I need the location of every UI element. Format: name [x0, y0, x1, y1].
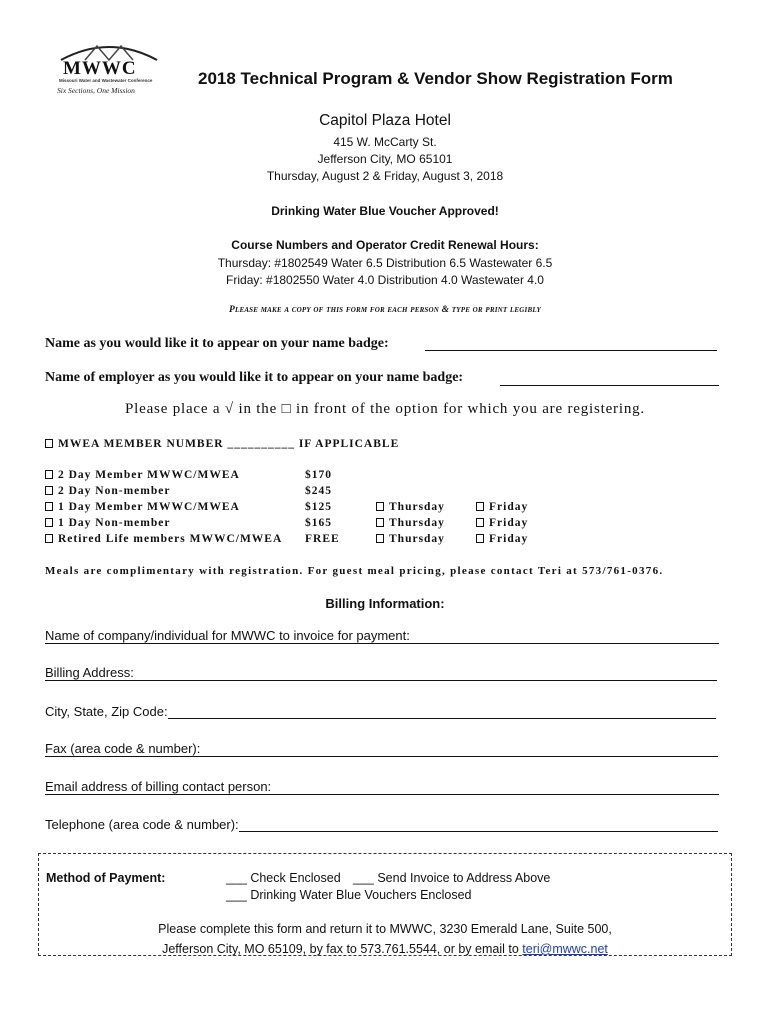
option-checkbox[interactable]: [45, 486, 53, 495]
billing-company-label: Name of company/individual for MWWC to invoice for payment:: [45, 628, 410, 643]
employer-name-field[interactable]: [500, 385, 719, 386]
member-number-label: MWEA MEMBER NUMBER __________ IF APPLICABLE: [58, 438, 400, 450]
event-dates: Thursday, August 2 & Friday, August 3, 2018: [266, 169, 504, 183]
logo-tagline: Six Sections, One Mission: [57, 86, 135, 95]
thursday-checkbox[interactable]: [376, 518, 384, 527]
course-thursday: Thursday: #1802549 Water 6.5 Distribution 6.5 Wastewater 6.5: [217, 256, 553, 270]
option-label: 2 Day Non-member: [58, 485, 171, 497]
friday-checkbox[interactable]: [476, 518, 484, 527]
send-invoice-option[interactable]: ___ Send Invoice to Address Above: [353, 871, 551, 885]
day-option-friday: [476, 501, 528, 513]
venue-address: 415 W. McCarty St.: [333, 135, 437, 149]
billing-field-line[interactable]: [45, 756, 718, 757]
day-label: Thursday: [389, 517, 445, 529]
day-option-thursday: [376, 517, 445, 529]
day-option-thursday: [376, 533, 445, 545]
option-row: [45, 533, 282, 545]
option-label: 1 Day Non-member: [58, 517, 171, 529]
course-heading: Course Numbers and Operator Credit Renewal Hours:: [231, 238, 539, 252]
badge-name-label: Name as you would like it to appear on your name badge:: [45, 336, 389, 351]
return-instructions: Please complete this form and return it to MWWC, 3230 Emerald Lane, Suite 500,: [158, 922, 612, 936]
friday-checkbox[interactable]: [476, 502, 484, 511]
page-title: 2018 Technical Program & Vendor Show Registration Form: [198, 69, 673, 88]
logo-name: MWWC: [63, 58, 137, 79]
billing-fax-label: Fax (area code & number):: [45, 741, 201, 756]
option-row: [45, 517, 170, 529]
option-label: Retired Life members MWWC/MWEA: [58, 533, 283, 545]
friday-checkbox[interactable]: [476, 534, 484, 543]
day-option-friday: [476, 517, 528, 529]
option-label: 1 Day Member MWWC/MWEA: [58, 501, 240, 513]
billing-email-label: Email address of billing contact person:: [45, 779, 272, 794]
copy-note: Please make a copy of this form for each person & type or print legibly: [228, 305, 542, 315]
option-price: $165: [305, 517, 332, 529]
option-checkbox[interactable]: [45, 534, 53, 543]
billing-heading: Billing Information:: [325, 596, 445, 611]
day-label: Friday: [489, 501, 529, 513]
option-label: 2 Day Member MWWC/MWEA: [58, 469, 240, 481]
option-price: $125: [305, 501, 332, 513]
member-number-checkbox[interactable]: [45, 439, 53, 448]
option-row: [45, 485, 170, 497]
thursday-checkbox[interactable]: [376, 502, 384, 511]
billing-field-line[interactable]: [45, 794, 719, 795]
return-contact-text: Jefferson City, MO 65109, by fax to 573.761.5544, or by email to: [162, 942, 519, 956]
option-checkbox[interactable]: [45, 518, 53, 527]
payment-section: [38, 853, 732, 956]
option-price: $170: [305, 469, 332, 481]
billing-field-line[interactable]: [45, 643, 719, 644]
option-price: FREE: [305, 533, 340, 545]
venue-city: Jefferson City, MO 65101: [317, 152, 453, 166]
day-label: Thursday: [389, 501, 445, 513]
badge-name-field[interactable]: [425, 350, 717, 351]
member-number-row: [45, 438, 399, 450]
payment-method-label: Method of Payment:: [46, 871, 166, 885]
day-option-friday: [476, 533, 528, 545]
thursday-checkbox[interactable]: [376, 534, 384, 543]
instructions: Please place a √ in the □ in front of the option for which you are registering.: [125, 401, 645, 417]
day-label: Friday: [489, 533, 529, 545]
mwwc-logo: [55, 40, 163, 98]
day-label: Thursday: [389, 533, 445, 545]
billing-city-label: City, State, Zip Code:: [45, 704, 168, 719]
option-price: $245: [305, 485, 332, 497]
day-label: Friday: [489, 517, 529, 529]
day-option-thursday: [376, 501, 445, 513]
check-enclosed-option[interactable]: ___ Check Enclosed: [226, 871, 341, 885]
option-row: [45, 469, 240, 481]
billing-address-label: Billing Address:: [45, 665, 134, 680]
meals-note: Meals are complimentary with registration. For guest meal pricing, please contact Teri at 573/761-0376.: [45, 565, 664, 577]
vouchers-option[interactable]: ___ Drinking Water Blue Vouchers Enclosed: [226, 888, 472, 902]
option-checkbox[interactable]: [45, 470, 53, 479]
email-link[interactable]: teri@mwwc.net: [522, 942, 608, 956]
option-row: [45, 501, 240, 513]
venue-name: Capitol Plaza Hotel: [319, 112, 451, 129]
option-checkbox[interactable]: [45, 502, 53, 511]
course-friday: Friday: #1802550 Water 4.0 Distribution 4.0 Wastewater 4.0: [226, 273, 544, 287]
return-contact: [0, 942, 770, 956]
approval-note: Drinking Water Blue Voucher Approved!: [271, 204, 499, 218]
employer-name-label: Name of employer as you would like it to appear on your name badge:: [45, 370, 464, 385]
logo-subtitle: Missouri Water and Wastewater Conference: [59, 78, 153, 83]
billing-field-line[interactable]: [45, 680, 717, 681]
billing-telephone-label: Telephone (area code & number):: [45, 817, 239, 832]
